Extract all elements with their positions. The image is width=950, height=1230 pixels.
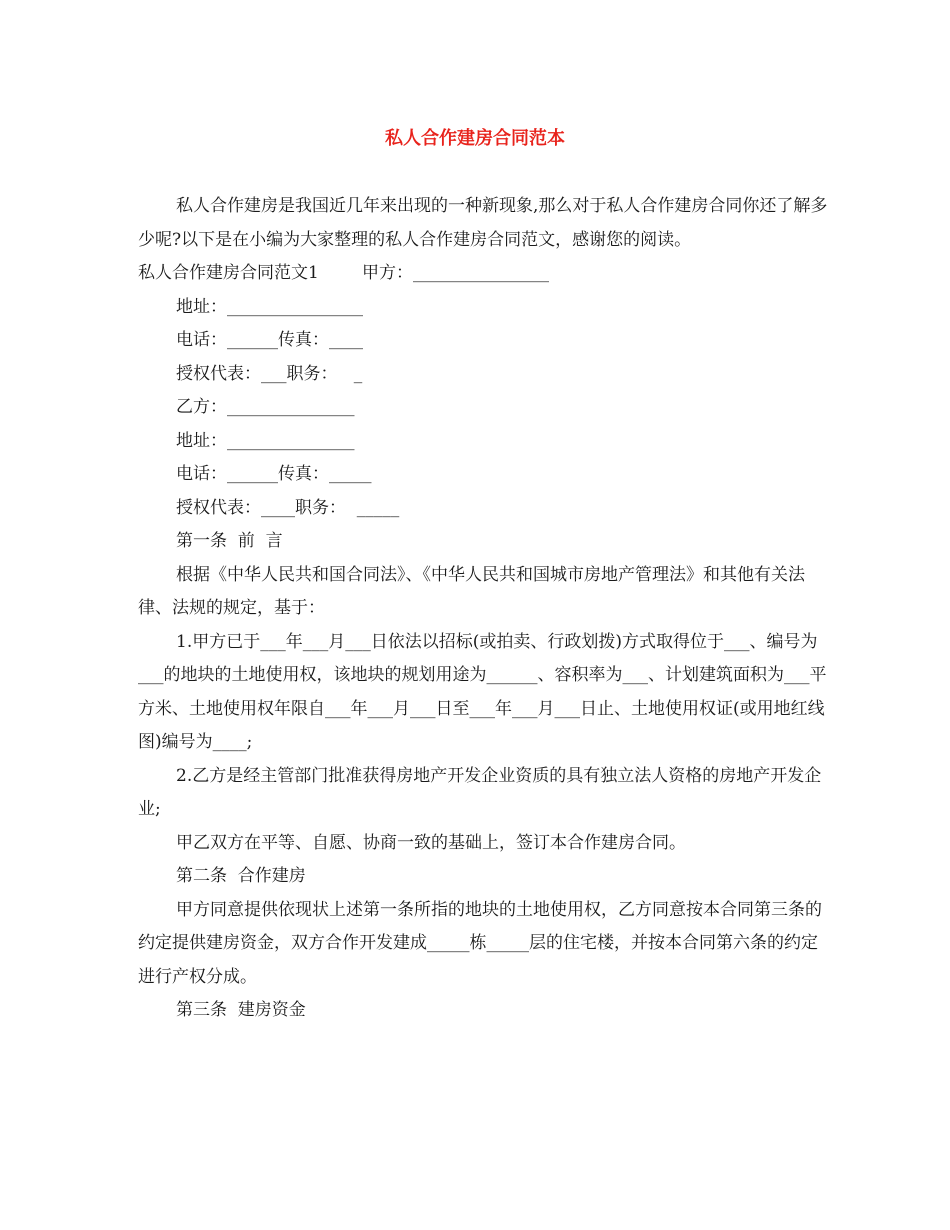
party-b-phone-fax: 电话：______传真：_____ (176, 464, 372, 484)
article-2-heading: 第二条 合作建房 (176, 866, 306, 886)
party-b-address: 地址：_______________ (176, 430, 355, 451)
contract-heading-party-a: 私人合作建房合同范文1 甲方：________________ (138, 263, 550, 283)
party-a-phone-fax: 电话：______传真：____ (176, 330, 363, 350)
article-1-heading: 第一条 前 言 (176, 531, 283, 551)
party-b: 乙方：_______________ (176, 397, 355, 417)
document-body (138, 190, 828, 1028)
article-2-content: 甲方同意提供依现状上述第一条所指的地块的土地使用权，乙方同意按本合同第三条的约定提供建房资金，双方合作开发建成_____栋_____层的住宅楼，并按本合同第六条的约定进行产权分成。 (138, 899, 822, 987)
article-3-heading: 第三条 建房资金 (176, 1000, 306, 1020)
party-a-representative: 授权代表：___职务： _ (176, 363, 363, 384)
article-1-agreement: 甲乙双方在平等、自愿、协商一致的基础上，签订本合作建房合同。 (176, 832, 686, 853)
party-b-representative: 授权代表：____职务： _____ (176, 497, 400, 518)
intro-paragraph: 私人合作建房是我国近几年来出现的一种新现象,那么对于私人合作建房合同你还了解多少呢?以下是在小编为大家整理的私人合作建房合同范文，感谢您的阅读。 (138, 196, 828, 250)
document-title: 私人合作建房合同范本 (385, 128, 565, 149)
article-1-item-1: 1.甲方已于___年___月___日依法以招标(或拍卖、行政划拨)方式取得位于___、编号为___的地块的土地使用权，该地块的规划用途为______、容积率为___、计划建筑面积为___平方米、土地使用权年限自___年___月___日至___年___月___日止、土地使用权证(或用地红线图)编号为____; (138, 631, 827, 752)
article-1-item-2: 2.乙方是经主管部门批准获得房地产开发企业资质的具有独立法人资格的房地产开发企业; (138, 765, 822, 819)
article-1-basis: 根据《中华人民共和国合同法》、《中华人民共和国城市房地产管理法》和其他有关法律、法规的规定，基于： (138, 564, 805, 618)
party-a-address: 地址：________________ (176, 296, 363, 317)
